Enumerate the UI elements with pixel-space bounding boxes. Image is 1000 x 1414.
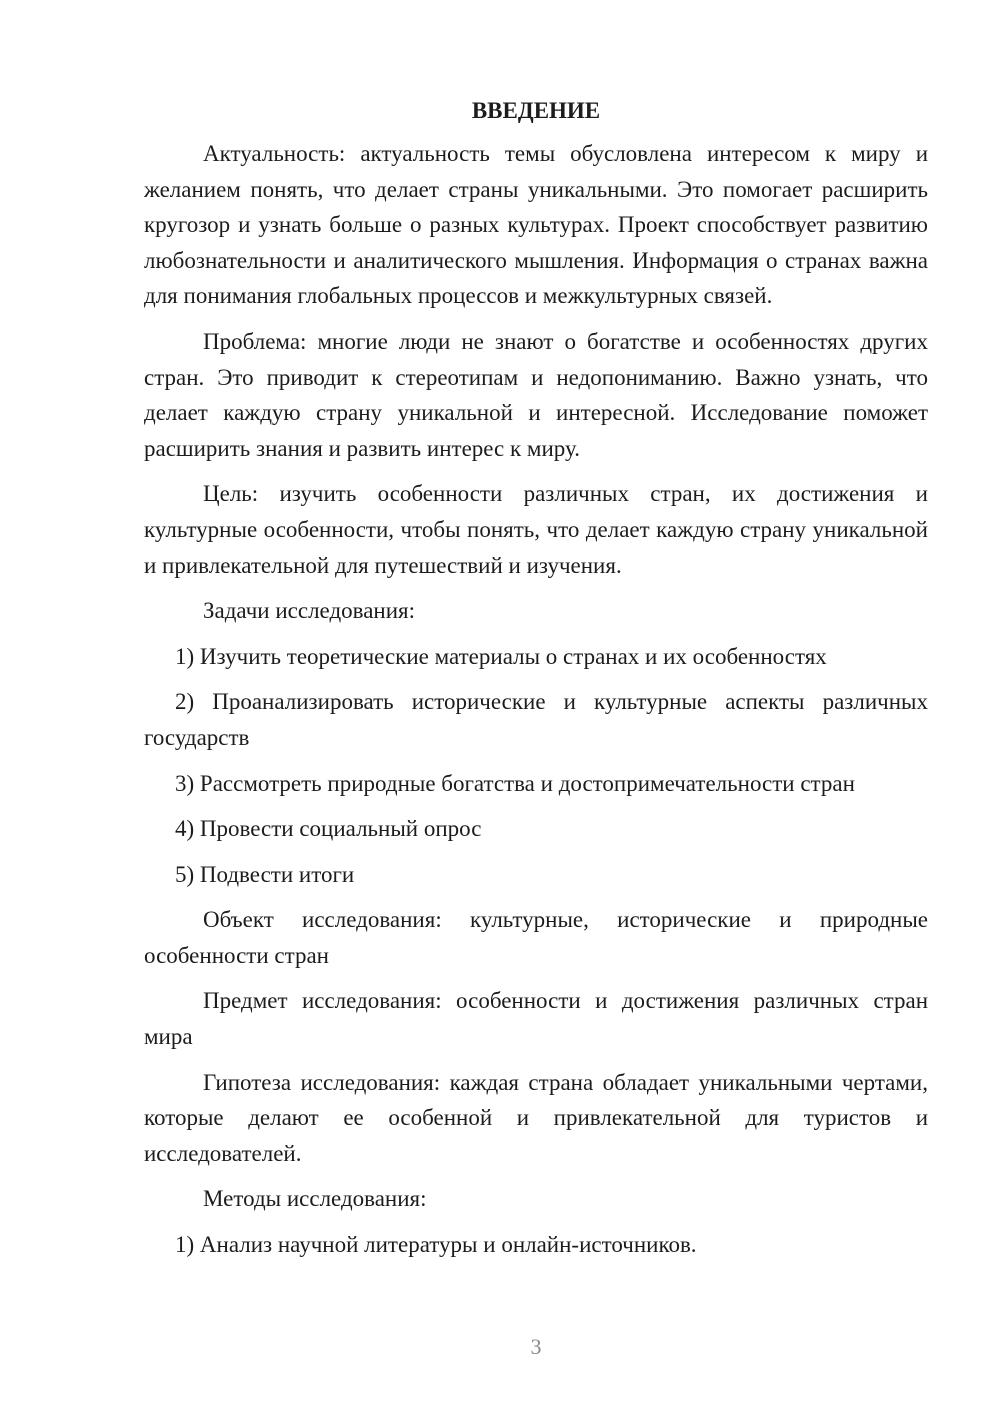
- problem-paragraph: Проблема: многие люди не знают о богатстве и особенностях других стран. Это приводит к стереотипам и недопониманию. Важно узнать, что делает каждую страну уникальной и интересной. Исследование поможет расширить знания и развить интерес к миру.: [144, 328, 928, 461]
- task-item: 5) Подвести итоги: [175, 861, 355, 887]
- task-item: 2) Проанализировать исторические и культурные аспекты различных государств: [144, 689, 928, 750]
- goal-paragraph: Цель: изучить особенности различных стран, их достижения и культурные особенности, чтобы понять, что делает каждую страну уникальной и привлекательной для путешествий и изучения.: [144, 481, 928, 578]
- methods-heading: Методы исследования:: [203, 1186, 427, 1212]
- method-item: 1) Анализ научной литературы и онлайн-источников.: [175, 1232, 697, 1258]
- tasks-heading: Задачи исследования:: [203, 598, 416, 624]
- relevance-paragraph: Актуальность: актуальность темы обусловлена интересом к миру и желанием понять, что делает страны уникальными. Это помогает расширить кругозор и узнать больше о разных культурах. Проект способствует развитию любознательности и аналитического мышления. Информация о странах важна для понимания глобальных процессов и межкультурных связей.: [144, 141, 928, 309]
- object-paragraph: Объект исследования: культурные, исторические и природные особенности стран: [144, 907, 928, 968]
- page-number: 3: [530, 1334, 542, 1359]
- task-item: 1) Изучить теоретические материалы о странах и их особенностях: [175, 643, 827, 669]
- hypothesis-paragraph: Гипотеза исследования: каждая страна обладает уникальными чертами, которые делают ее особенной и привлекательной для туристов и исследователей.: [144, 1069, 928, 1166]
- task-item: 3) Рассмотреть природные богатства и достопримечательности стран: [175, 770, 855, 796]
- page-content: [144, 94, 928, 1273]
- task-item: 4) Провести социальный опрос: [175, 816, 482, 842]
- subject-paragraph: Предмет исследования: особенности и достижения различных стран мира: [144, 988, 928, 1050]
- section-heading: ВВЕДЕНИЕ: [471, 98, 601, 123]
